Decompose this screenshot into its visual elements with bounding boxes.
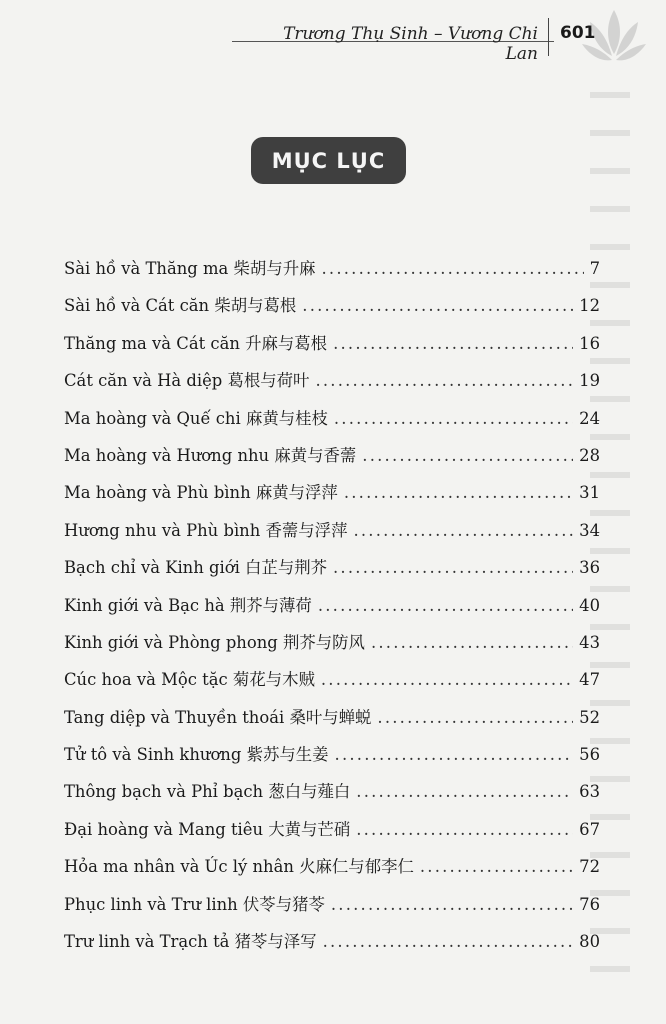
toc-entry[interactable]	[64, 661, 600, 698]
toc-entry[interactable]	[64, 512, 600, 549]
toc-entry-page: 72	[579, 857, 600, 877]
toc-entry-page: 31	[579, 483, 600, 503]
toc-entry[interactable]	[64, 811, 600, 848]
toc-entry[interactable]	[64, 362, 600, 399]
toc-leader-dots	[353, 512, 573, 549]
page-title: MỤC LỤC	[251, 137, 406, 184]
toc-leader-dots	[420, 848, 573, 885]
toc-entry-title: Tang diệp và Thuyền thoái 桑叶与蝉蜕	[64, 707, 372, 727]
toc-leader-dots	[333, 549, 573, 586]
toc-entry[interactable]	[64, 549, 600, 586]
toc-entry-page: 7	[589, 259, 600, 278]
toc-entry-title: Ma hoàng và Quế chi 麻黄与桂枝	[64, 408, 328, 428]
toc-entry-page: 67	[579, 819, 600, 839]
toc-entry-title: Ma hoàng và Phù bình 麻黄与浮萍	[64, 483, 338, 503]
toc-entry[interactable]	[64, 250, 600, 287]
toc-entry-page: 12	[579, 296, 600, 316]
toc-leader-dots	[356, 773, 573, 810]
toc-entry-title: Thông bạch và Phỉ bạch 葱白与薤白	[64, 782, 351, 802]
toc-leader-dots	[331, 886, 573, 923]
toc-leader-dots	[356, 811, 573, 848]
table-of-contents	[64, 250, 600, 960]
toc-entry[interactable]	[64, 287, 600, 324]
toc-entry-page: 28	[579, 445, 600, 465]
toc-entry[interactable]	[64, 437, 600, 474]
toc-entry-page: 76	[579, 894, 600, 914]
toc-entry-title: Kinh giới và Bạc hà 荆芥与薄荷	[64, 595, 312, 615]
toc-leader-dots	[322, 250, 584, 287]
toc-entry-title: Bạch chỉ và Kinh giới 白芷与荆芥	[64, 558, 328, 578]
toc-entry-page: 43	[579, 632, 600, 652]
leaf-ornament-icon	[578, 4, 650, 72]
toc-entry[interactable]	[64, 400, 600, 437]
toc-entry-page: 19	[579, 371, 600, 391]
toc-entry[interactable]	[64, 699, 600, 736]
toc-entry-page: 24	[579, 408, 600, 428]
toc-entry[interactable]	[64, 848, 600, 885]
toc-entry[interactable]	[64, 587, 600, 624]
toc-entry-page: 63	[579, 782, 600, 802]
header-separator	[548, 18, 549, 56]
toc-entry-title: Ma hoàng và Hương nhu 麻黄与香薷	[64, 445, 357, 465]
toc-entry-title: Phục linh và Trư linh 伏苓与猪苓	[64, 894, 325, 914]
toc-leader-dots	[315, 362, 573, 399]
toc-entry[interactable]	[64, 325, 600, 362]
header-author: Trương Thụ Sinh – Vương Chi Lan	[283, 24, 538, 64]
toc-leader-dots	[344, 474, 573, 511]
toc-leader-dots	[371, 624, 573, 661]
toc-entry-title: Đại hoàng và Mang tiêu 大黄与芒硝	[64, 819, 351, 839]
toc-entry-page: 36	[579, 558, 600, 578]
toc-leader-dots	[334, 400, 573, 437]
toc-entry-title: Kinh giới và Phòng phong 荆芥与防风	[64, 632, 365, 652]
toc-entry-page: 80	[579, 932, 600, 952]
toc-entry-title: Trư linh và Trạch tả 猪苓与泽写	[64, 932, 317, 952]
toc-entry[interactable]	[64, 736, 600, 773]
toc-leader-dots	[333, 325, 573, 362]
toc-entry-page: 56	[579, 745, 600, 765]
toc-entry[interactable]	[64, 923, 600, 960]
toc-entry[interactable]	[64, 624, 600, 661]
toc-entry-title: Thăng ma và Cát căn 升麻与葛根	[64, 333, 328, 353]
toc-leader-dots	[362, 437, 573, 474]
toc-entry[interactable]	[64, 886, 600, 923]
header-page-number: 601	[560, 23, 596, 43]
toc-leader-dots	[323, 923, 574, 960]
toc-entry-title: Hương nhu và Phù bình 香薷与浮萍	[64, 520, 348, 540]
toc-entry-page: 47	[579, 670, 600, 690]
toc-entry-page: 34	[579, 520, 600, 540]
toc-entry[interactable]	[64, 474, 600, 511]
toc-leader-dots	[321, 661, 573, 698]
toc-entry-title: Sài hồ và Thăng ma 柴胡与升麻	[64, 259, 316, 278]
toc-entry-title: Tử tô và Sinh khương 紫苏与生姜	[64, 745, 329, 765]
toc-entry-title: Cúc hoa và Mộc tặc 菊花与木贼	[64, 670, 315, 690]
toc-entry-title: Sài hồ và Cát căn 柴胡与葛根	[64, 296, 297, 316]
toc-leader-dots	[335, 736, 574, 773]
toc-leader-dots	[318, 587, 573, 624]
toc-entry-page: 16	[579, 333, 600, 353]
toc-entry-title: Cát căn và Hà diệp 葛根与荷叶	[64, 371, 310, 391]
toc-entry-page: 40	[579, 595, 600, 615]
toc-entry-page: 52	[579, 707, 600, 727]
toc-leader-dots	[302, 287, 573, 324]
toc-leader-dots	[377, 699, 573, 736]
toc-entry[interactable]	[64, 773, 600, 810]
toc-entry-title: Hỏa ma nhân và Úc lý nhân 火麻仁与郁李仁	[64, 857, 414, 877]
